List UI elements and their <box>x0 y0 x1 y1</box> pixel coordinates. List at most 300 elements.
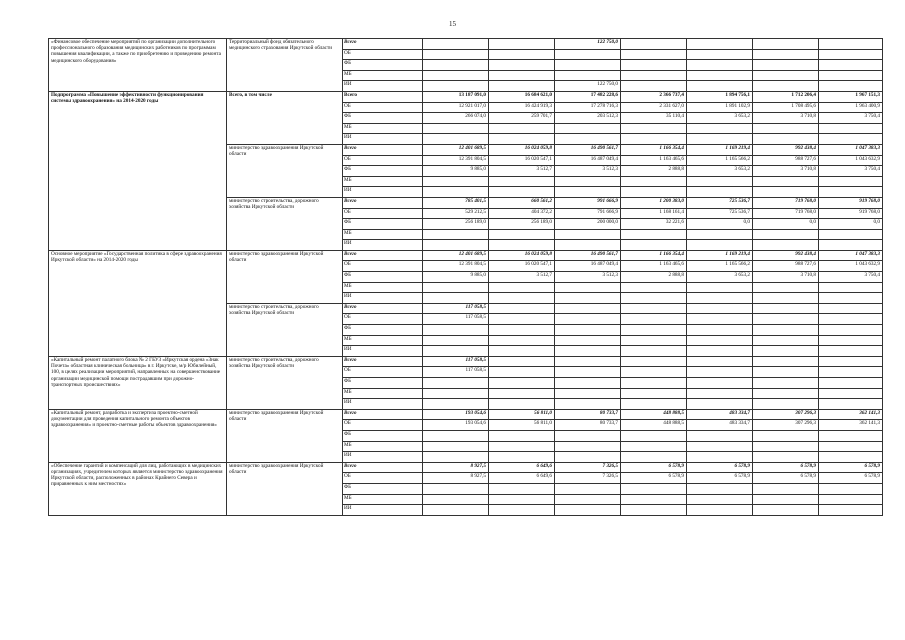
table-row <box>49 356 883 367</box>
amount-cell: 3 710,8 <box>753 113 819 124</box>
amount-cell <box>555 325 621 336</box>
amount-cell: 16 487 049,4 <box>555 261 621 272</box>
amount-cell: 56 811,0 <box>489 409 555 420</box>
amount-cell <box>819 367 883 378</box>
funding-source-cell: ФБ <box>343 483 423 494</box>
amount-cell <box>423 187 489 198</box>
amount-cell <box>555 303 621 314</box>
amount-cell <box>621 314 687 325</box>
amount-cell: 12 401 689,5 <box>423 250 489 261</box>
amount-cell: 8 927,5 <box>423 473 489 484</box>
measure-name-cell: «Капитальный ремонт палатного блока № 2 ГБУЗ «Иркутская ордена «Знак Почета» областная клиническая больница» в г. Иркутске, м/р Юбилейный, 100, в целях реализации мероприятий, направленных на совершенствование организации медицинской помощи пострадавшим при дорожно-транспортных происшествиях» <box>49 356 227 409</box>
amount-cell <box>555 134 621 145</box>
amount-cell: 1 163 465,6 <box>621 261 687 272</box>
funding-source-cell: ИИ <box>343 452 423 463</box>
funding-source-cell: ФБ <box>343 166 423 177</box>
amount-cell: 725 536,7 <box>687 208 753 219</box>
amount-cell <box>753 367 819 378</box>
amount-cell: 1 891 102,9 <box>687 102 753 113</box>
amount-cell: 448 888,5 <box>621 420 687 431</box>
amount-cell <box>489 430 555 441</box>
amount-cell <box>621 229 687 240</box>
amount-cell: 259 701,7 <box>489 113 555 124</box>
amount-cell <box>489 49 555 60</box>
amount-cell: 3 653,2 <box>687 113 753 124</box>
amount-cell <box>753 441 819 452</box>
amount-cell <box>687 282 753 293</box>
amount-cell: 17 482 228,6 <box>555 91 621 102</box>
amount-cell <box>819 452 883 463</box>
amount-cell <box>753 314 819 325</box>
amount-cell <box>555 335 621 346</box>
funding-source-cell: ФБ <box>343 325 423 336</box>
amount-cell: 1 963 400,9 <box>819 102 883 113</box>
amount-cell: 6 578,9 <box>687 462 753 473</box>
amount-cell <box>687 335 753 346</box>
amount-cell <box>489 81 555 92</box>
amount-cell <box>489 229 555 240</box>
executor-cell: министерство строительства, дорожного хозяйства Иркутской области <box>227 303 343 356</box>
amount-cell <box>423 388 489 399</box>
amount-cell <box>555 367 621 378</box>
amount-cell: 6 578,9 <box>621 473 687 484</box>
funding-source-cell: МБ <box>343 494 423 505</box>
funding-source-cell: МБ <box>343 176 423 187</box>
table-row <box>49 39 883 50</box>
amount-cell: 266 074,0 <box>423 113 489 124</box>
amount-cell <box>753 356 819 367</box>
amount-cell: 483 334,7 <box>687 409 753 420</box>
amount-cell: 7 326,5 <box>555 462 621 473</box>
funding-source-cell: ФБ <box>343 378 423 389</box>
amount-cell: 404 372,2 <box>489 208 555 219</box>
amount-cell <box>753 452 819 463</box>
amount-cell <box>555 60 621 71</box>
amount-cell <box>687 134 753 145</box>
amount-cell <box>555 176 621 187</box>
amount-cell <box>489 335 555 346</box>
amount-cell <box>819 176 883 187</box>
amount-cell: 3 750,4 <box>819 166 883 177</box>
amount-cell <box>489 388 555 399</box>
executor-cell: Всего, в том числе <box>227 91 343 144</box>
amount-cell <box>753 378 819 389</box>
amount-cell <box>819 494 883 505</box>
amount-cell <box>687 240 753 251</box>
amount-cell <box>687 81 753 92</box>
amount-cell <box>753 494 819 505</box>
amount-cell <box>819 430 883 441</box>
amount-cell: 3 710,8 <box>753 166 819 177</box>
amount-cell <box>819 187 883 198</box>
amount-cell: 80 733,7 <box>555 420 621 431</box>
amount-cell <box>489 70 555 81</box>
amount-cell <box>423 335 489 346</box>
amount-cell: 17 278 716,3 <box>555 102 621 113</box>
amount-cell: 16 490 561,7 <box>555 144 621 155</box>
amount-cell <box>423 346 489 357</box>
amount-cell <box>753 335 819 346</box>
amount-cell: 992 438,4 <box>753 144 819 155</box>
amount-cell: 1 047 383,3 <box>819 144 883 155</box>
amount-cell: 2 366 737,4 <box>621 91 687 102</box>
amount-cell: 791 666,9 <box>555 208 621 219</box>
amount-cell <box>819 293 883 304</box>
amount-cell <box>753 70 819 81</box>
funding-source-cell: ОБ <box>343 155 423 166</box>
amount-cell <box>753 240 819 251</box>
amount-cell <box>555 240 621 251</box>
amount-cell <box>489 494 555 505</box>
amount-cell: 16 490 561,7 <box>555 250 621 261</box>
measure-name-cell: «Обеспечение гарантий и компенсаций для лиц, работающих в медицинских организациях, учредителем которых является министерство здравоохранения Иркутской области, расположенных в районах Крайнего Севера и приравненных к ним местностях» <box>49 462 227 515</box>
amount-cell: 80 733,7 <box>555 409 621 420</box>
amount-cell <box>489 39 555 50</box>
amount-cell: 1 165 566,2 <box>687 261 753 272</box>
amount-cell <box>489 314 555 325</box>
amount-cell <box>423 494 489 505</box>
amount-cell <box>621 39 687 50</box>
amount-cell: 719 768,0 <box>753 208 819 219</box>
amount-cell <box>753 134 819 145</box>
amount-cell: 3 750,4 <box>819 113 883 124</box>
table-body <box>49 39 883 516</box>
amount-cell <box>753 325 819 336</box>
amount-cell <box>489 378 555 389</box>
amount-cell <box>555 346 621 357</box>
amount-cell: 3 512,7 <box>489 272 555 283</box>
amount-cell <box>555 483 621 494</box>
funding-source-cell: ОБ <box>343 420 423 431</box>
funding-source-cell: МБ <box>343 70 423 81</box>
amount-cell <box>687 176 753 187</box>
amount-cell: 12 401 689,5 <box>423 144 489 155</box>
amount-cell: 1 166 354,4 <box>621 144 687 155</box>
amount-cell <box>621 123 687 134</box>
funding-source-cell: Всего <box>343 250 423 261</box>
funding-source-cell: Всего <box>343 144 423 155</box>
measure-name-cell: Основное мероприятие «Государственная политика в сфере здравоохранения Иркутской области» на 2014-2020 годы <box>49 250 227 356</box>
amount-cell <box>819 229 883 240</box>
amount-cell: 992 438,4 <box>753 250 819 261</box>
amount-cell: 117 058,5 <box>423 367 489 378</box>
amount-cell <box>819 123 883 134</box>
amount-cell <box>423 430 489 441</box>
amount-cell <box>489 123 555 134</box>
amount-cell <box>555 430 621 441</box>
amount-cell <box>687 60 753 71</box>
amount-cell <box>621 378 687 389</box>
amount-cell: 1 894 756,1 <box>687 91 753 102</box>
amount-cell <box>819 240 883 251</box>
amount-cell <box>489 452 555 463</box>
amount-cell: 988 727,6 <box>753 261 819 272</box>
amount-cell <box>753 430 819 441</box>
funding-source-cell: ИИ <box>343 240 423 251</box>
amount-cell <box>621 441 687 452</box>
amount-cell: 1 967 151,3 <box>819 91 883 102</box>
amount-cell: 117 058,5 <box>423 314 489 325</box>
amount-cell <box>423 123 489 134</box>
amount-cell: 362 141,3 <box>819 409 883 420</box>
table-row <box>49 91 883 102</box>
amount-cell <box>753 399 819 410</box>
amount-cell: 1 043 632,9 <box>819 261 883 272</box>
amount-cell <box>819 378 883 389</box>
executor-cell: министерство здравоохранения Иркутской области <box>227 144 343 197</box>
executor-cell: министерство здравоохранения Иркутской области <box>227 462 343 515</box>
amount-cell <box>423 452 489 463</box>
amount-cell <box>489 187 555 198</box>
amount-cell <box>621 70 687 81</box>
amount-cell <box>489 293 555 304</box>
amount-cell: 12 391 804,5 <box>423 155 489 166</box>
funding-source-cell: Всего <box>343 356 423 367</box>
amount-cell: 3 653,2 <box>687 166 753 177</box>
amount-cell <box>489 282 555 293</box>
amount-cell: 3 710,8 <box>753 272 819 283</box>
funding-source-cell: ФБ <box>343 272 423 283</box>
amount-cell: 3 512,7 <box>489 166 555 177</box>
amount-cell: 122 750,0 <box>555 81 621 92</box>
amount-cell <box>621 356 687 367</box>
amount-cell: 988 727,6 <box>753 155 819 166</box>
amount-cell <box>489 176 555 187</box>
amount-cell <box>621 494 687 505</box>
amount-cell <box>753 123 819 134</box>
funding-source-cell: Всего <box>343 91 423 102</box>
amount-cell <box>687 187 753 198</box>
amount-cell <box>555 441 621 452</box>
amount-cell <box>423 176 489 187</box>
amount-cell <box>555 452 621 463</box>
amount-cell <box>423 282 489 293</box>
table-row <box>49 409 883 420</box>
amount-cell: 16 020 547,1 <box>489 155 555 166</box>
amount-cell: 16 024 059,8 <box>489 250 555 261</box>
funding-source-cell: МБ <box>343 335 423 346</box>
amount-cell <box>621 335 687 346</box>
amount-cell <box>753 303 819 314</box>
amount-cell <box>819 303 883 314</box>
amount-cell <box>687 39 753 50</box>
amount-cell <box>687 367 753 378</box>
amount-cell <box>621 388 687 399</box>
amount-cell: 1 712 206,4 <box>753 91 819 102</box>
funding-source-cell: МБ <box>343 441 423 452</box>
amount-cell <box>423 81 489 92</box>
amount-cell <box>753 176 819 187</box>
amount-cell: 1 163 465,6 <box>621 155 687 166</box>
measure-name-cell: Подпрограмма «Повышение эффективности функционирования системы здравоохранения» на 2014-2020 годы <box>49 91 227 250</box>
amount-cell <box>621 134 687 145</box>
amount-cell <box>687 346 753 357</box>
amount-cell: 193 054,6 <box>423 420 489 431</box>
amount-cell <box>753 39 819 50</box>
amount-cell: 13 187 091,0 <box>423 91 489 102</box>
amount-cell <box>489 134 555 145</box>
funding-source-cell: МБ <box>343 388 423 399</box>
amount-cell <box>423 134 489 145</box>
amount-cell <box>819 388 883 399</box>
amount-cell <box>621 282 687 293</box>
amount-cell <box>753 187 819 198</box>
amount-cell: 719 768,0 <box>753 197 819 208</box>
amount-cell: 448 888,5 <box>621 409 687 420</box>
amount-cell <box>687 123 753 134</box>
amount-cell <box>621 187 687 198</box>
amount-cell: 660 561,2 <box>489 197 555 208</box>
amount-cell <box>819 356 883 367</box>
amount-cell <box>423 240 489 251</box>
funding-source-cell: Всего <box>343 462 423 473</box>
table-row <box>49 250 883 261</box>
funding-source-cell: МБ <box>343 123 423 134</box>
amount-cell <box>687 399 753 410</box>
amount-cell <box>489 346 555 357</box>
amount-cell <box>489 325 555 336</box>
amount-cell <box>621 325 687 336</box>
amount-cell <box>489 483 555 494</box>
amount-cell <box>423 325 489 336</box>
amount-cell: 8 927,5 <box>423 462 489 473</box>
amount-cell: 16 424 919,3 <box>489 102 555 113</box>
amount-cell <box>621 293 687 304</box>
amount-cell <box>621 81 687 92</box>
amount-cell: 307 296,3 <box>753 420 819 431</box>
amount-cell <box>687 356 753 367</box>
funding-source-cell: ОБ <box>343 208 423 219</box>
amount-cell <box>423 441 489 452</box>
amount-cell: 3 512,3 <box>555 272 621 283</box>
funding-source-cell: ФБ <box>343 219 423 230</box>
amount-cell <box>423 49 489 60</box>
amount-cell: 16 487 049,4 <box>555 155 621 166</box>
funding-source-cell: ОБ <box>343 473 423 484</box>
amount-cell <box>423 229 489 240</box>
amount-cell: 2 331 627,0 <box>621 102 687 113</box>
amount-cell: 6 578,9 <box>621 462 687 473</box>
amount-cell <box>555 378 621 389</box>
amount-cell: 200 000,0 <box>555 219 621 230</box>
amount-cell <box>753 49 819 60</box>
amount-cell <box>489 240 555 251</box>
amount-cell: 256 189,0 <box>423 219 489 230</box>
amount-cell <box>555 356 621 367</box>
amount-cell <box>423 505 489 516</box>
amount-cell <box>489 303 555 314</box>
amount-cell <box>555 494 621 505</box>
amount-cell <box>687 430 753 441</box>
amount-cell: 6 578,9 <box>819 473 883 484</box>
amount-cell <box>819 483 883 494</box>
amount-cell <box>819 399 883 410</box>
amount-cell <box>621 240 687 251</box>
amount-cell <box>819 81 883 92</box>
amount-cell <box>621 452 687 463</box>
amount-cell: 6 578,9 <box>687 473 753 484</box>
amount-cell <box>555 293 621 304</box>
amount-cell <box>687 441 753 452</box>
amount-cell <box>753 483 819 494</box>
amount-cell: 9 885,0 <box>423 272 489 283</box>
amount-cell <box>621 176 687 187</box>
amount-cell: 362 141,3 <box>819 420 883 431</box>
amount-cell: 919 768,0 <box>819 197 883 208</box>
funding-source-cell: Всего <box>343 303 423 314</box>
funding-source-cell: Всего <box>343 39 423 50</box>
amount-cell <box>423 483 489 494</box>
amount-cell <box>621 60 687 71</box>
funding-source-cell: ФБ <box>343 113 423 124</box>
funding-source-cell: ИИ <box>343 346 423 357</box>
funding-source-cell: ИИ <box>343 399 423 410</box>
funding-source-cell: ИИ <box>343 505 423 516</box>
amount-cell: 991 666,9 <box>555 197 621 208</box>
funding-source-cell: ОБ <box>343 49 423 60</box>
executor-cell: Территориальный фонд обязательного медицинского страхования Иркутской области <box>227 39 343 92</box>
amount-cell: 3 653,2 <box>687 272 753 283</box>
funding-source-cell: Всего <box>343 197 423 208</box>
amount-cell <box>819 70 883 81</box>
amount-cell <box>819 282 883 293</box>
funding-source-cell: ИИ <box>343 134 423 145</box>
amount-cell <box>489 356 555 367</box>
amount-cell: 3 750,4 <box>819 272 883 283</box>
amount-cell: 1 169 219,4 <box>687 144 753 155</box>
amount-cell <box>819 505 883 516</box>
table-row <box>49 462 883 473</box>
amount-cell: 12 921 017,0 <box>423 102 489 113</box>
amount-cell: 56 811,0 <box>489 420 555 431</box>
amount-cell <box>555 505 621 516</box>
amount-cell <box>687 494 753 505</box>
amount-cell: 7 326,5 <box>555 473 621 484</box>
amount-cell: 12 391 804,5 <box>423 261 489 272</box>
amount-cell <box>621 367 687 378</box>
amount-cell <box>687 70 753 81</box>
amount-cell: 307 296,3 <box>753 409 819 420</box>
amount-cell: 117 058,5 <box>423 356 489 367</box>
amount-cell: 1 168 161,4 <box>621 208 687 219</box>
funding-source-cell: ОБ <box>343 261 423 272</box>
funding-source-cell: МБ <box>343 229 423 240</box>
amount-cell: 9 885,0 <box>423 166 489 177</box>
amount-cell <box>555 282 621 293</box>
amount-cell <box>753 81 819 92</box>
amount-cell: 725 536,7 <box>687 197 753 208</box>
amount-cell <box>555 49 621 60</box>
amount-cell <box>621 303 687 314</box>
executor-cell: министерство здравоохранения Иркутской области <box>227 250 343 303</box>
amount-cell: 6 578,9 <box>753 462 819 473</box>
amount-cell <box>489 60 555 71</box>
amount-cell: 1 166 354,4 <box>621 250 687 261</box>
amount-cell <box>555 314 621 325</box>
amount-cell: 117 058,5 <box>423 303 489 314</box>
amount-cell <box>555 123 621 134</box>
funding-source-cell: ИИ <box>343 187 423 198</box>
funding-source-cell: ОБ <box>343 367 423 378</box>
amount-cell: 16 024 059,8 <box>489 144 555 155</box>
amount-cell: 1 169 219,4 <box>687 250 753 261</box>
funding-source-cell: Всего <box>343 409 423 420</box>
executor-cell: министерство строительства, дорожного хозяйства Иркутской области <box>227 197 343 250</box>
amount-cell: 0,0 <box>753 219 819 230</box>
amount-cell <box>687 388 753 399</box>
amount-cell <box>489 399 555 410</box>
funding-source-cell: ИИ <box>343 293 423 304</box>
